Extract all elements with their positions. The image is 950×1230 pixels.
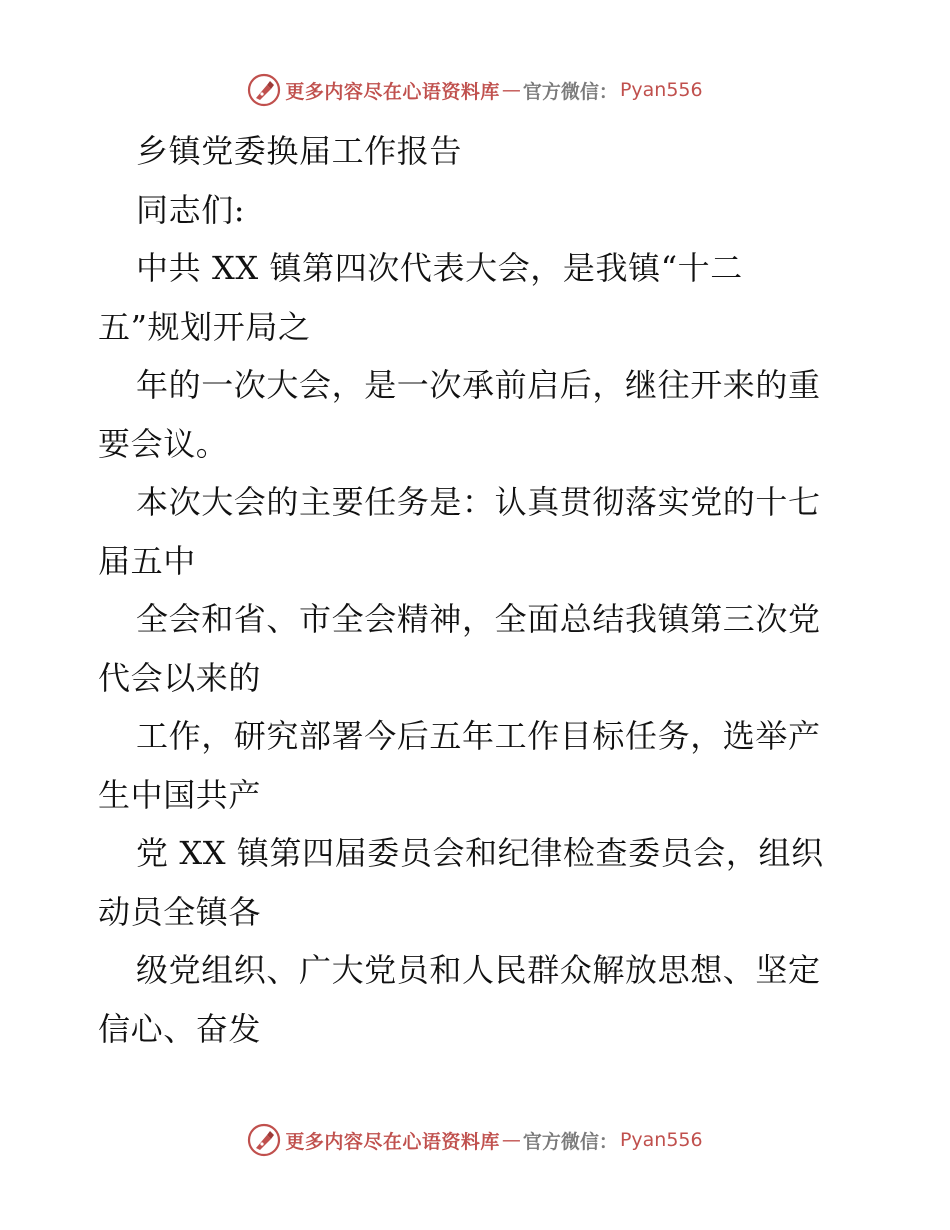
paragraph-line: 中共 XX 镇第四次代表大会，是我镇“十二 xyxy=(136,249,743,287)
paragraph-line: 本次大会的主要任务是：认真贯彻落实党的十七 xyxy=(136,483,821,521)
paragraph-line: 年的一次大会，是一次承前启后，继往开来的重 xyxy=(136,366,821,404)
paragraph-line: 信心、奋发 xyxy=(98,1009,262,1048)
paragraph-line: 代会以来的 xyxy=(98,658,262,697)
paragraph-line: 工作，研究部署今后五年工作目标任务，选举产 xyxy=(136,717,821,755)
paragraph-line: 级党组织、广大党员和人民群众解放思想、坚定 xyxy=(136,951,821,989)
banner-dash: — xyxy=(501,1129,521,1151)
banner-wechat-label: 官方微信： xyxy=(522,80,618,103)
banner-text: 更多内容尽在心语资料库 xyxy=(285,80,500,103)
pen-nib-logo-icon xyxy=(247,73,281,107)
document-title: 乡镇党委换届工作报告 xyxy=(136,132,463,170)
document-body xyxy=(98,122,858,1058)
salutation: 同志们: xyxy=(136,190,246,229)
footer-banner xyxy=(0,1120,950,1160)
paragraph-line: 生中国共产 xyxy=(98,775,262,814)
paragraph-line: 要会议。 xyxy=(98,424,229,463)
header-banner xyxy=(0,70,950,110)
paragraph-line: 党 XX 镇第四届委员会和纪律检查委员会，组织 xyxy=(136,834,824,872)
paragraph-line: 全会和省、市全会精神，全面总结我镇第三次党 xyxy=(136,600,821,638)
paragraph-line: 五”规划开局之 xyxy=(98,307,311,346)
banner-wechat-label: 官方微信： xyxy=(522,1130,618,1153)
banner-wechat-id: Pyan556 xyxy=(619,79,703,101)
pen-nib-logo-icon xyxy=(247,1123,281,1157)
paragraph-line: 届五中 xyxy=(98,541,196,580)
banner-dash: — xyxy=(501,79,521,101)
banner-wechat-id: Pyan556 xyxy=(619,1129,703,1151)
banner-text: 更多内容尽在心语资料库 xyxy=(285,1130,500,1153)
paragraph-line: 动员全镇各 xyxy=(98,892,262,931)
